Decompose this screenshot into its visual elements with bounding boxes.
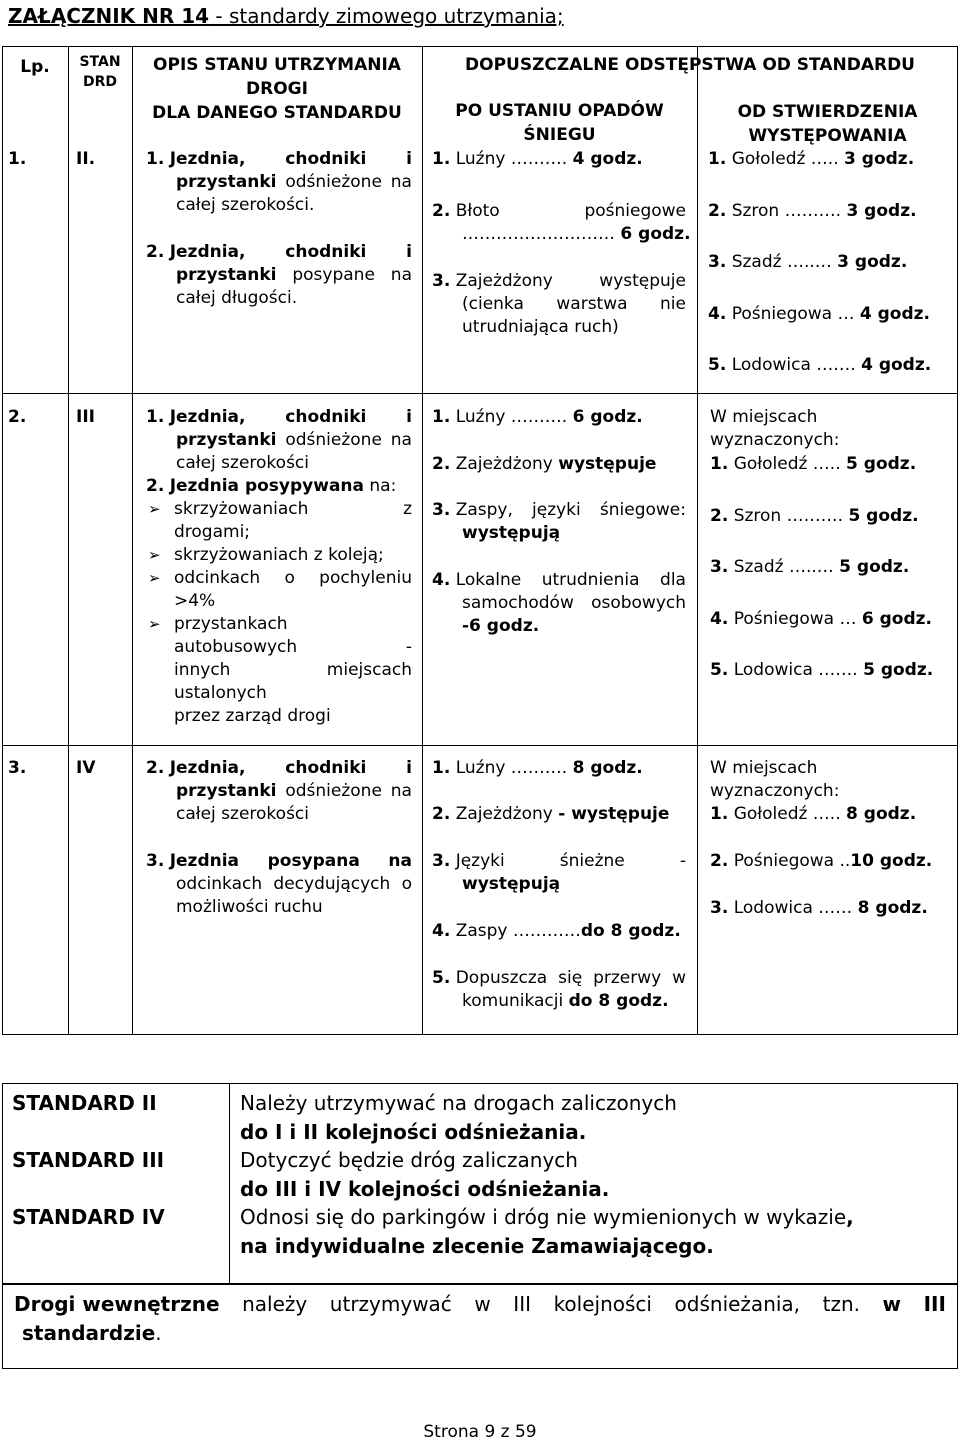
w1: W miejscach — [710, 758, 818, 778]
line — [432, 270, 686, 293]
row2-po-2 — [432, 453, 656, 476]
c: - — [405, 637, 412, 657]
val: 5 godz. — [839, 557, 910, 577]
row2-od-2 — [710, 505, 919, 528]
a: Jezdnia posypywana — [169, 476, 364, 496]
f: o — [401, 874, 412, 894]
e: komunikacji — [462, 991, 564, 1011]
txt: Luźny ………. — [455, 407, 568, 427]
val: 5 godz. — [863, 660, 934, 680]
row1-opis-line: całej długości. — [176, 288, 298, 308]
list-item — [146, 498, 412, 544]
b: występuje — [599, 271, 686, 291]
row1-od-2 — [708, 200, 917, 223]
a: Języki — [455, 851, 505, 871]
col-divider — [132, 46, 133, 1035]
row3-po-4 — [432, 920, 681, 943]
list-item — [146, 613, 412, 728]
w2: wyznaczonych: — [710, 781, 840, 801]
txt: Zajeżdżony — [455, 454, 553, 474]
row2-od-1 — [710, 453, 916, 476]
d: >4% — [174, 591, 216, 611]
row1-o2-c: i — [406, 242, 412, 262]
row3-po-3 — [432, 850, 686, 896]
line — [432, 569, 686, 592]
num: 2. — [432, 804, 451, 824]
row2-po-3 — [432, 499, 686, 545]
row1-opis-line — [146, 241, 412, 264]
c: na — [388, 851, 412, 871]
num: 4. — [710, 609, 729, 629]
c: śniegowe: — [599, 500, 686, 520]
line — [432, 223, 691, 246]
row3-lp: 3. — [8, 758, 27, 778]
standard-iv-desc — [240, 1203, 854, 1261]
arrow-bullet-icon: ➢ — [148, 500, 161, 518]
row2-opis — [146, 406, 412, 728]
row1-o1-b: chodniki — [285, 149, 367, 169]
b: na: — [369, 476, 397, 496]
line — [146, 429, 412, 452]
row1-o1-a: Jezdnia, — [169, 149, 246, 169]
line — [432, 499, 686, 522]
b: śnieżne — [559, 851, 625, 871]
a: Dopuszcza — [455, 968, 548, 988]
row1-o2-a: Jezdnia, — [169, 242, 246, 262]
txt: Pośniegowa … — [731, 304, 855, 324]
row2-po-4 — [432, 569, 686, 638]
b: należy — [242, 1292, 308, 1316]
j: III — [923, 1292, 946, 1316]
num: 2. — [710, 506, 729, 526]
row1-opis-line: całej szerokości. — [176, 195, 315, 215]
val: 8 godz. — [846, 804, 917, 824]
val: 3 godz. — [837, 252, 908, 272]
val: 4 godz. — [861, 355, 932, 375]
num: 2. — [432, 201, 451, 221]
row1-opis — [146, 148, 412, 310]
g: przez zarząd drogi — [174, 706, 331, 726]
line — [432, 293, 686, 316]
header-po-1: PO USTANIU OPADÓW — [455, 101, 664, 121]
e: III — [513, 1292, 531, 1316]
c: (cienka — [462, 294, 524, 314]
b: chodniki — [285, 758, 367, 778]
row1-o2-d: przystanki — [176, 265, 277, 285]
num: 3. — [432, 500, 451, 520]
b: utrudnienia — [541, 570, 640, 590]
b: języki — [532, 500, 581, 520]
row2-standard: III — [76, 407, 95, 427]
val: 6 godz. — [572, 407, 643, 427]
d: przystanki — [176, 430, 277, 450]
arrow-bullet-icon: ➢ — [148, 615, 161, 633]
num: 1. — [710, 804, 729, 824]
row3-od-note — [710, 757, 839, 803]
txt: Gołoledź ….. — [733, 454, 841, 474]
header-stan — [68, 52, 132, 92]
num: 1. — [710, 454, 729, 474]
row1-o1-c: i — [406, 149, 412, 169]
line — [432, 850, 686, 873]
standard-iv-label: STANDARD IV — [12, 1205, 165, 1229]
txt: Pośniegowa … — [733, 609, 857, 629]
row3-od-3 — [710, 897, 928, 920]
line — [14, 1319, 946, 1348]
num: 3. — [146, 851, 165, 871]
num: 3. — [432, 851, 451, 871]
row-divider — [2, 745, 958, 746]
a: Jezdnia — [169, 851, 240, 871]
b: pośniegowe — [584, 201, 686, 221]
header-od — [697, 100, 958, 148]
a: odcinkach — [174, 568, 261, 588]
a: Jezdnia, — [169, 407, 246, 427]
a: Błoto — [455, 201, 500, 221]
txt: Luźny ………. — [455, 149, 568, 169]
line — [146, 406, 412, 429]
header-opis-1: OPIS STANU UTRZYMANIA — [153, 55, 401, 75]
num: 1. — [432, 407, 451, 427]
num: 5. — [708, 355, 727, 375]
row1-lp: 1. — [8, 149, 27, 169]
header-od-1: OD STWIERDZENIA — [737, 102, 918, 122]
row2-od-note — [710, 406, 839, 452]
a: Zaspy, — [455, 500, 513, 520]
line — [432, 873, 686, 896]
row1-od-1 — [708, 148, 914, 171]
row3-od-1 — [710, 803, 916, 826]
line: utrudniająca ruch) — [462, 317, 619, 337]
row2-od-4 — [710, 608, 932, 631]
row1-opis-line — [146, 264, 412, 287]
txt: Zajeżdżony — [455, 804, 553, 824]
l2: do I i II kolejności odśnieżania. — [240, 1120, 587, 1144]
row1-opis-line — [146, 171, 412, 194]
a: skrzyżowaniach — [174, 499, 309, 519]
row1-o2-b: chodniki — [285, 242, 367, 262]
line — [432, 615, 686, 638]
txt: Szron ………. — [733, 506, 844, 526]
num: 2. — [708, 201, 727, 221]
line — [146, 475, 412, 498]
l1: Dotyczyć będzie dróg zaliczanych — [240, 1148, 578, 1172]
txt: Szadź …..… — [731, 252, 832, 272]
c: dla — [660, 570, 686, 590]
header-po — [422, 99, 697, 147]
a: Jezdnia, — [169, 758, 246, 778]
txt: Lodowica ……. — [731, 355, 856, 375]
num: 2. — [146, 476, 165, 496]
b: się — [558, 968, 583, 988]
l1-end: , — [846, 1205, 854, 1229]
standard-iii-desc — [240, 1146, 609, 1204]
row3-od-2 — [710, 850, 932, 873]
line — [146, 873, 412, 896]
line — [174, 498, 412, 521]
row1-o2-f: na — [390, 265, 412, 285]
d: odcinkach — [176, 874, 263, 894]
col-divider — [422, 46, 423, 1035]
val: 10 godz. — [850, 851, 933, 871]
standard-iii-label: STANDARD III — [12, 1148, 165, 1172]
b2: skrzyżowaniach z koleją; — [174, 545, 384, 565]
val: 6 godz. — [620, 224, 691, 244]
line: możliwości ruchu — [176, 897, 323, 917]
line — [174, 636, 412, 659]
internal-roads-note — [14, 1290, 946, 1348]
d: przystanki — [176, 781, 277, 801]
header-dop: DOPUSZCZALNE ODSTĘPSTWA OD STANDARDU — [465, 55, 915, 75]
txt: Luźny ………. — [455, 758, 568, 778]
d: innych — [174, 660, 231, 680]
l1 — [240, 1203, 854, 1232]
d: w — [672, 968, 686, 988]
num: 3. — [432, 271, 451, 291]
d: samochodów — [462, 593, 574, 613]
h: tzn. — [822, 1292, 860, 1316]
page-title — [8, 2, 564, 30]
f: -6 godz. — [462, 616, 540, 636]
page-number: Strona 9 z 59 — [423, 1422, 537, 1442]
num: 5. — [432, 968, 451, 988]
c: i — [406, 758, 412, 778]
header-lp: Lp. — [20, 57, 50, 77]
num: 1. — [146, 407, 165, 427]
line — [432, 967, 686, 990]
num: 4. — [432, 570, 451, 590]
num: 4. — [432, 921, 451, 941]
header-od-2: WYSTĘPOWANIA — [748, 126, 907, 146]
val: - występuje — [558, 804, 670, 824]
k: standardzie — [22, 1321, 156, 1345]
col-divider — [697, 46, 698, 1035]
standard-ii-label: STANDARD II — [12, 1091, 157, 1115]
row1-po-3 — [432, 270, 686, 339]
txt: Szron ………. — [731, 201, 842, 221]
row1-o2-num: 2. — [146, 242, 165, 262]
val: 5 godz. — [846, 454, 917, 474]
c: ……………………… — [462, 224, 615, 244]
num: 2. — [432, 454, 451, 474]
d: występują — [462, 523, 561, 543]
row3-opis-2 — [146, 850, 412, 919]
location-list — [146, 498, 412, 728]
line — [432, 200, 686, 223]
d: w — [474, 1292, 491, 1316]
l1: Należy utrzymywać na drogach zaliczonych — [240, 1091, 677, 1115]
c: utrzymywać — [329, 1292, 452, 1316]
f: ustalonych — [174, 683, 267, 703]
row2-po-1 — [432, 406, 643, 429]
num: 5. — [710, 660, 729, 680]
list-item — [146, 544, 412, 567]
l2: na indywidualne zlecenie Zamawiającego. — [240, 1234, 714, 1258]
row1-od-3 — [708, 251, 907, 274]
line — [432, 522, 686, 545]
b: chodniki — [285, 407, 367, 427]
header-po-2: ŚNIEGU — [523, 125, 596, 145]
f: na — [390, 781, 412, 801]
b: z — [403, 499, 412, 519]
row1-od-5 — [708, 354, 931, 377]
row1-od-4 — [708, 303, 930, 326]
i: w — [882, 1292, 902, 1316]
spacer — [146, 217, 412, 241]
line — [14, 1290, 946, 1319]
val: 6 godz. — [861, 609, 933, 629]
arrow-bullet-icon: ➢ — [148, 569, 161, 587]
row1-o1-d: przystanki — [176, 172, 277, 192]
list-item — [146, 567, 412, 613]
w2: wyznaczonych: — [710, 430, 840, 450]
row3-opis-1 — [146, 757, 412, 826]
line — [432, 990, 686, 1013]
header-stan-1: STAN — [79, 54, 121, 70]
row1-o1-e: odśnieżone — [285, 172, 382, 192]
num: 1. — [708, 149, 727, 169]
title-rest: - standardy zimowego utrzymania; — [209, 4, 564, 28]
title-prefix: ZAŁĄCZNIK NR 14 — [8, 4, 210, 28]
num: 3. — [708, 252, 727, 272]
txt: Lodowica …… — [733, 898, 853, 918]
val: do 8 godz. — [568, 991, 669, 1011]
val: występuje — [558, 454, 657, 474]
f: na — [390, 430, 412, 450]
txt: Lodowica ……. — [733, 660, 858, 680]
num: 2. — [710, 851, 729, 871]
d: występują — [462, 874, 561, 894]
header-opis-3: DLA DANEGO STANDARDU — [152, 103, 402, 123]
txt: Pośniegowa .. — [733, 851, 851, 871]
line — [146, 757, 412, 780]
c: i — [406, 407, 412, 427]
row-divider — [2, 393, 958, 394]
line — [174, 567, 412, 590]
row1-standard: II. — [76, 149, 96, 169]
num: 2. — [146, 758, 165, 778]
row2-od-3 — [710, 556, 909, 579]
row1-opis-line — [146, 148, 412, 171]
b: autobusowych — [174, 637, 298, 657]
header-stan-2: DRD — [82, 74, 118, 90]
row1-po-2 — [432, 200, 691, 246]
c: pochyleniu — [319, 568, 412, 588]
c: przerwy — [593, 968, 662, 988]
line — [174, 659, 412, 682]
g: odśnieżania, — [674, 1292, 801, 1316]
c: - — [679, 851, 686, 871]
standard-ii-desc — [240, 1089, 677, 1147]
row3-po-2 — [432, 803, 669, 826]
b: o — [284, 568, 295, 588]
val: 3 godz. — [844, 149, 915, 169]
l2: do III i IV kolejności odśnieżania. — [240, 1177, 610, 1201]
line — [432, 592, 686, 615]
a: Zajeżdżony — [455, 271, 553, 291]
e: miejscach — [326, 660, 412, 680]
col-divider — [68, 46, 69, 1035]
f: kolejności — [553, 1292, 652, 1316]
d: warstwa — [556, 294, 628, 314]
a: przystankach — [174, 614, 288, 634]
val: 8 godz. — [572, 758, 643, 778]
arrow-bullet-icon: ➢ — [148, 546, 161, 564]
txt: Gołoledź ….. — [733, 804, 841, 824]
c: drogami; — [174, 522, 251, 542]
val: do 8 godz. — [580, 921, 681, 941]
row1-o1-f: na — [390, 172, 412, 192]
e: odśnieżone — [285, 430, 382, 450]
row3-standard: IV — [76, 758, 96, 778]
row1-o1-num: 1. — [146, 149, 165, 169]
line: całej szerokości — [176, 804, 310, 824]
val: 4 godz. — [859, 304, 931, 324]
row1-o2-e: posypane — [292, 265, 375, 285]
col-divider — [229, 1083, 230, 1284]
header-opis-2: DROGI — [246, 79, 308, 99]
row3-po-5 — [432, 967, 686, 1013]
line: całej szerokości — [176, 453, 310, 473]
num: 1. — [432, 149, 451, 169]
e: odśnieżone — [285, 781, 382, 801]
row2-lp: 2. — [8, 407, 27, 427]
a: Lokalne — [455, 570, 522, 590]
l1-text: Odnosi się do parkingów i dróg nie wymienionych w wykazie — [240, 1205, 847, 1229]
line — [146, 850, 412, 873]
val: 3 godz. — [846, 201, 917, 221]
header-opis — [132, 53, 422, 125]
e: osobowych — [591, 593, 686, 613]
row2-od-5 — [710, 659, 933, 682]
txt: Zaspy ………… — [455, 921, 581, 941]
txt: Gołoledź ….. — [731, 149, 839, 169]
a: Drogi wewnętrzne — [14, 1292, 220, 1316]
w1: W miejscach — [710, 407, 818, 427]
l: . — [155, 1321, 162, 1345]
row3-po-1 — [432, 757, 643, 780]
num: 4. — [708, 304, 727, 324]
val: 4 godz. — [572, 149, 643, 169]
row1-po-1 — [432, 148, 643, 171]
e: nie — [660, 294, 686, 314]
val: 5 godz. — [848, 506, 919, 526]
num: 3. — [710, 898, 729, 918]
num: 3. — [710, 557, 729, 577]
line — [146, 780, 412, 803]
val: 8 godz. — [857, 898, 928, 918]
e: decydujących — [273, 874, 391, 894]
txt: Szadź …..… — [733, 557, 834, 577]
num: 1. — [432, 758, 451, 778]
b: posypana — [267, 851, 360, 871]
